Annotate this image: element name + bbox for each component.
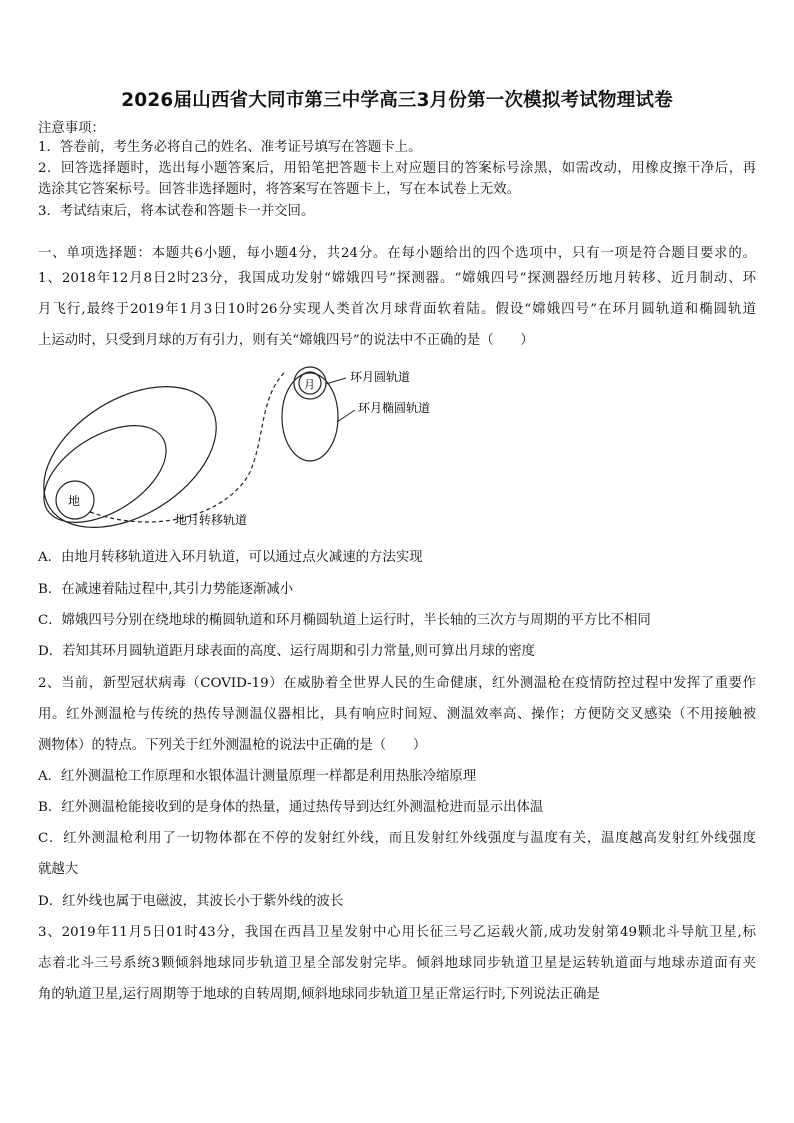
q1-option-a: A．由地月转移轨道进入环月轨道，可以通过点火减速的方法实现 [38,550,423,565]
elliptical-orbit-leader [337,410,355,422]
moon-label: 月 [304,378,315,391]
q3-stem-line-1: 3、2019年11月5日01时43分，我国在西昌卫星发射中心用长征三号乙运载火箭,成功发射第49颗北斗导航卫星,标 [38,925,756,940]
q1-stem-line-1: 1、2018年12月8日2时23分，我国成功发射“嫦娥四号”探测器。“嫦娥四号”探测器经历地月转移、近月制动、环 [38,271,756,286]
q2-stem-line-3: 测物体）的特点。下列关于红外测温枪的说法中正确的是（ ） [38,738,427,753]
q2-option-c: C．红外测温枪利用了一切物体都在不停的发射红外线，而且发射红外线强度与温度有关，温度越高发射红外线强度 [38,831,756,846]
elliptical-orbit-label: 环月椭圆轨道 [358,401,431,415]
transfer-orbit-path [90,372,285,522]
q1-stem-line-3: 上运动时，只受到月球的万有引力，则有关“嫦娥四号”的说法中不正确的是（ ） [38,333,534,348]
earth-label: 地 [68,494,81,508]
q2-option-b: B．红外测温枪能接收到的是身体的热量，通过热传导到达红外测温枪进而显示出体温 [38,800,544,815]
q1-option-c: C．嫦娥四号分别在绕地球的椭圆轨道和环月椭圆轨道上运行时，半长轴的三次方与周期的平方比不相同 [38,613,651,628]
section-heading: 一、单项选择题：本题共6小题，每小题4分，共24分。在每小题给出的四个选项中，只有一项是符合题目要求的。 [38,246,756,261]
q2-option-c-cont: 就越大 [38,862,79,877]
transfer-orbit-label: 地月转移轨道 [175,513,248,527]
q2-option-a: A．红外测温枪工作原理和水银体温计测量原理一样都是利用热胀冷缩原理 [38,769,477,784]
q3-stem-line-3: 角的轨道卫星,运行周期等于地球的自转周期,倾斜地球同步轨道卫星正常运行时,下列说法正确是 [38,987,600,1002]
circular-orbit-label: 环月圆轨道 [350,370,411,384]
q3-stem-line-2: 志着北斗三号系统3颗倾斜地球同步轨道卫星全部发射完毕。倾斜地球同步轨道卫星是运转轨道面与地球赤道面有夹 [38,956,756,971]
q2-option-d: D．红外线也属于电磁波，其波长小于紫外线的波长 [38,894,344,909]
notice-item-2-cont: 选涂其它答案标号。回答非选择题时，将答案写在答题卡上，写在本试卷上无效。 [38,182,521,197]
earth-outer-orbit [30,362,241,537]
q2-stem-line-1: 2、当前，新型冠状病毒（COVID-19）在威胁着全世界人民的生命健康，红外测温枪在疫情防控过程中发挥了重要作 [38,676,756,691]
page-title: 2026届山西省大同市第三中学高三3月份第一次模拟考试物理试卷 [121,90,673,111]
notice-item-3: 3．考试结束后，将本试卷和答题卡一并交回。 [38,204,315,219]
q1-stem-line-2: 月飞行,最终于2019年1月3日10时26分实现人类首次月球背面软着陆。假设“嫦娥四号”在环月圆轨道和椭圆轨道 [38,302,756,317]
q2-stem-line-2: 用。红外测温枪与传统的热传导测温仪器相比，具有响应时间短、测温效率高、操作；方便防交叉感染（不用接触被 [38,707,756,722]
q1-option-b: B．在减速着陆过程中,其引力势能逐渐减小 [38,582,294,597]
notice-item-2: 2．回答选择题时，选出每小题答案后，用铅笔把答题卡上对应题目的答案标号涂黑，如需改动，用橡皮擦干净后，再 [38,161,756,176]
notice-item-1: 1．答卷前，考生务必将自己的姓名、准考证号填写在答题卡上。 [38,140,422,155]
q1-option-d: D．若知其环月圆轨道距月球表面的高度、运行周期和引力常量,则可算出月球的密度 [38,644,536,659]
circular-orbit-leader [326,378,346,384]
orbit-diagram [30,362,450,537]
notice-heading: 注意事项： [38,121,105,136]
